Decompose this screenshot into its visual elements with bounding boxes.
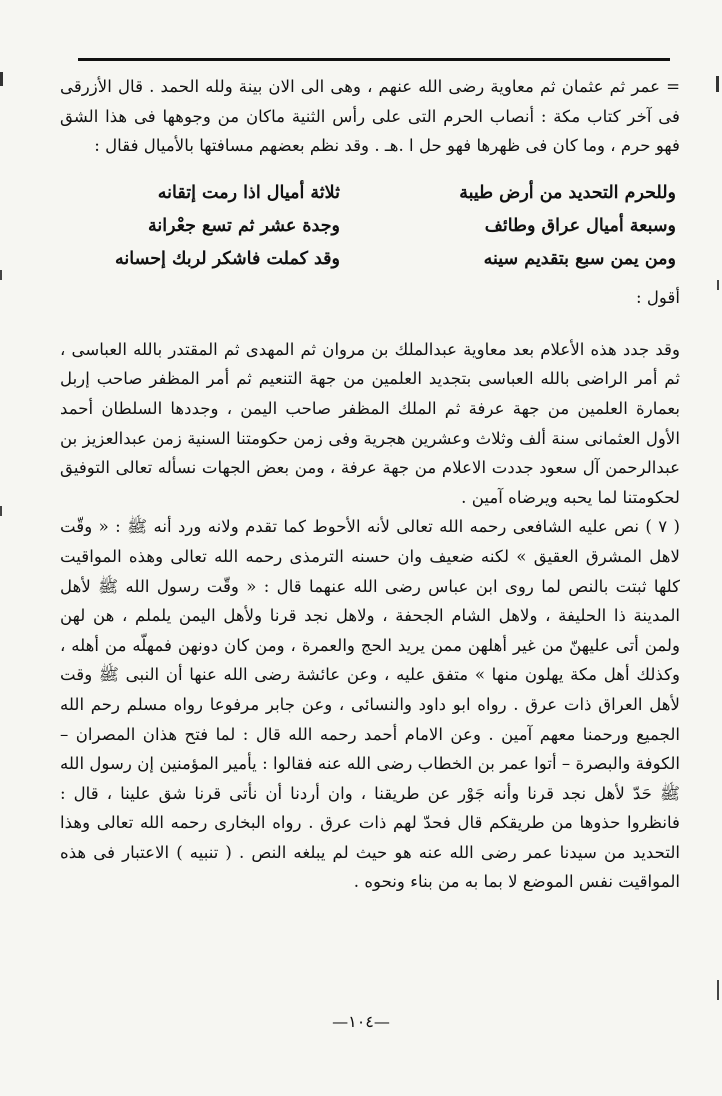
poem-line: وللحرم التحديد من أرض طيبة [459, 182, 676, 203]
poem-right-column [406, 177, 676, 276]
page-number: —١٠٤— [332, 1012, 390, 1031]
section-heading: أقول : [635, 287, 680, 307]
poem-line: ومن يمن سبع بتقديم سينه [483, 248, 676, 269]
poem-line: وجدة عشر ثم تسع جعْرانة [147, 215, 340, 236]
scan-mark [0, 270, 2, 280]
poem-line: ثلاثة أميال اذا رمت إتقانه [157, 182, 340, 203]
poem [60, 177, 680, 273]
poem-line: وسبعة أميال عراق وطائف [484, 215, 676, 236]
poem-line: وقد كملت فاشكر لربك إحسانه [115, 248, 340, 269]
poem-left-column [70, 177, 340, 276]
scan-mark [0, 72, 3, 86]
scan-mark [717, 980, 719, 1000]
paragraph-2: وقد جدد هذه الأعلام بعد معاوية عبدالملك بن مروان ثم المهدى ثم المقتدر بالله العباسى ، ثم أمر الراضى بالله العباسى بتجديد العلمين من جهة التنعيم ثم أمر المظفر صاحب إربل بعمارة العلمين من جهة عرفة ثم الملك المظفر صاحب اليمن ، وجددها السلطان أحمد الأول العثمانى سنة ألف وثلاث وعشرين هجرية وفى زمن حكومتنا السنية زمن عبدالعزيز بن عبدالرحمن آل سعود جددت الاعلام من جهة عرفة ، ومن بعض الجهات نسأله تعالى التوفيق لحكومتنا لما يحبه ويرضاه آمين . [60, 339, 681, 507]
paragraph-3: ( ٧ ) نص عليه الشافعى رحمه الله تعالى لأنه الأحوط كما تقدم ولانه ورد أنه ﷺ : « وقّت لاهل المشرق العقيق » لكنه ضعيف وان حسنه الترمذى رحمه الله تعالى وهذه المواقيت كلها ثبتت بالنص لما روى ابن عباس رضى الله عنهما قال : « وقّت رسول الله ﷺ لأهل المدينة ذا الحليفة ، ولاهل الشام الجحفة ، ولاهل نجد قرنا ولأهل اليمن يلملم ، هن لهن ولمن أتى عليهنّ من غير أهلهن ممن يريد الحج والعمرة ، ومن كان دونهن فمهلّه من أهله ، وكذلك أهل مكة يهلون منها » متفق عليه ، وعن عائشة رضى الله عنها أن النبى ﷺ وقت لأهل العراق ذات عرق . رواه ابو داود والنسائى ، وعن جابر مرفوعا رواه مسلم رحم الله الجميع ورحمنا معهم آمين . وعن الامام أحمد رحمه الله قال : لما فتح هذان المصران – الكوفة والبصرة – أتوا عمر بن الخطاب رضى الله عنه فقالوا : يأمير المؤمنين إن رسول الله ﷺ حَدّ لأهل نجد قرنا وأنه جَوْر عن طريقنا ، وان أردنا أن نأتى قرنا شق علينا ، قال : فانظروا حذوها من طريقكم قال فحدّ لهم ذات عرق . رواه البخارى رحمه الله تعالى وهذا التحديد من سيدنا عمر رضى الله عنه هو حيث لم يبلغه النص . ( تنبيه ) الاعتبار فى هذه المواقيت نفس الموضع لا بما به من بناء ونحوه . [60, 517, 680, 892]
scan-mark [717, 280, 719, 290]
page-body [60, 72, 680, 897]
scan-mark [716, 76, 719, 92]
paragraph-1: = عمر ثم عثمان ثم معاوية رضى الله عنهم ، وهى الى الان بينة ولله الحمد . قال الأزرقى فى آخر كتاب مكة : أنصاب الحرم التى على رأس الثنية ماكان من وجوهها فى هذا الشق فهو حرم ، وما كان فى ظهرها فهو حل ا .هـ . وقد نظم بعضهم مسافتها بالأميال فقال : [60, 77, 680, 156]
header-rule [78, 58, 670, 61]
scan-mark [0, 506, 2, 516]
